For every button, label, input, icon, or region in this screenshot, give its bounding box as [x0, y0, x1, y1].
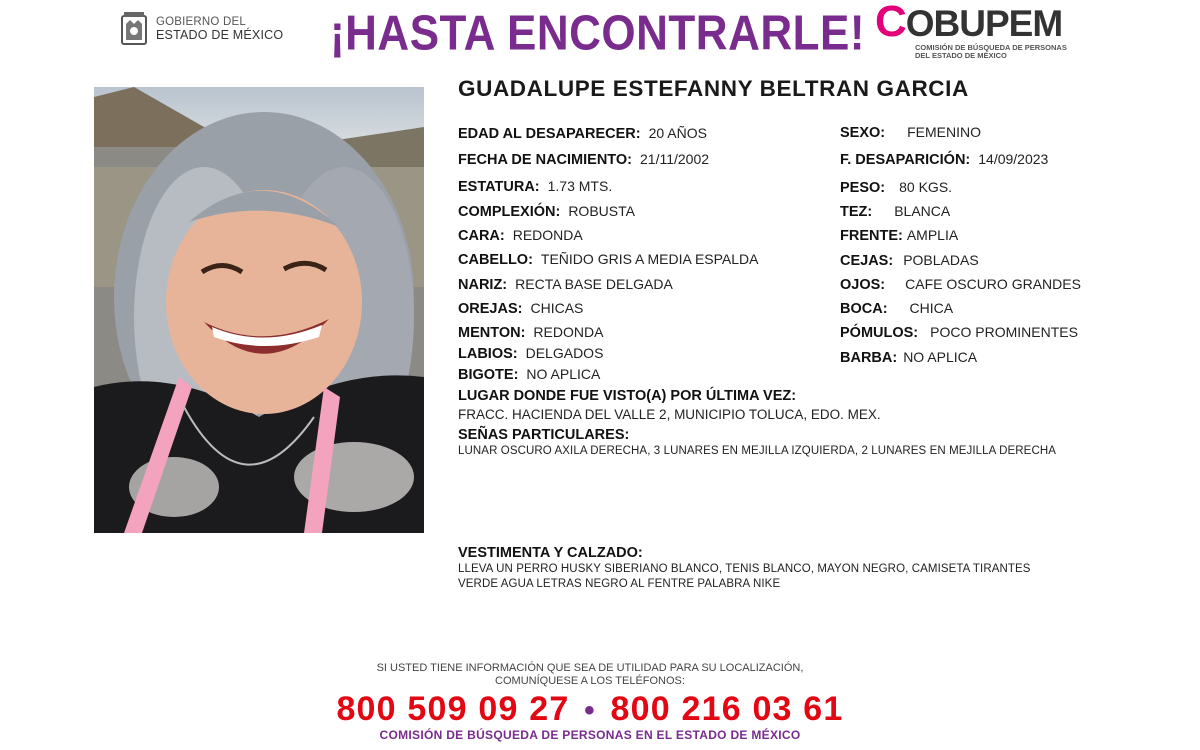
marks-title: SEÑAS PARTICULARES: — [458, 427, 630, 443]
footer-info-line-1: SI USTED TIENE INFORMACIÓN QUE SEA DE UTILIDAD PARA SU LOCALIZACIÓN, — [376, 662, 804, 674]
phone-separator: • — [584, 694, 596, 727]
detail-label: SEXO: — [840, 125, 886, 141]
detail-value: 80 KGS. — [899, 179, 953, 195]
detail-label: COMPLEXIÓN: — [458, 204, 561, 220]
detail-row — [458, 251, 759, 268]
phone-2[interactable]: 800 216 03 61 — [610, 690, 844, 728]
detail-label: CEJAS: — [840, 253, 894, 269]
detail-value: REDONDA — [512, 227, 583, 243]
detail-row — [458, 345, 603, 362]
detail-label: NARIZ: — [458, 277, 508, 293]
detail-row — [840, 252, 979, 269]
detail-label: LABIOS: — [458, 346, 518, 362]
clothing-line-1: LLEVA UN PERRO HUSKY SIBERIANO BLANCO, TENIS BLANCO, MAYON NEGRO, CAMISETA TIRANTES — [458, 563, 1031, 575]
last-seen-title: LUGAR DONDE FUE VISTO(A) POR ÚLTIMA VEZ: — [458, 388, 797, 404]
detail-label: PÓMULOS: — [840, 325, 919, 341]
logo-sub-line-1: COMISIÓN DE BÚSQUEDA DE PERSONAS — [915, 43, 1067, 52]
detail-value: CHICA — [909, 300, 954, 316]
detail-label: F. DESAPARICIÓN: — [840, 152, 971, 168]
detail-label: ESTATURA: — [458, 179, 540, 195]
detail-value: ROBUSTA — [568, 203, 635, 219]
detail-row — [458, 178, 612, 195]
headline: ¡HASTA ENCONTRARLE! — [330, 6, 866, 61]
detail-row — [840, 227, 958, 244]
detail-value: CHICAS — [530, 300, 584, 316]
detail-value: FEMENINO — [907, 124, 982, 140]
last-seen-text: FRACC. HACIENDA DEL VALLE 2, MUNICIPIO TOLUCA, EDO. MEX. — [458, 407, 881, 422]
footer-org: COMISIÓN DE BÚSQUEDA DE PERSONAS EN EL ESTADO DE MÉXICO — [379, 728, 801, 742]
detail-row — [458, 324, 603, 341]
gov-line-1: GOBIERNO DEL — [156, 16, 246, 28]
detail-row — [840, 124, 981, 141]
gov-line-2: ESTADO DE MÉXICO — [156, 28, 284, 42]
logo-sub-line-2: DEL ESTADO DE MÉXICO — [915, 51, 1007, 60]
detail-row — [458, 151, 709, 168]
detail-value: POCO PROMINENTES — [930, 324, 1078, 340]
footer-info — [0, 662, 1180, 688]
detail-row — [840, 276, 1081, 293]
detail-row — [458, 227, 583, 244]
detail-row — [840, 151, 1048, 168]
cobupem-logo — [875, 2, 1067, 60]
government-logo — [118, 10, 283, 48]
phone-numbers — [0, 690, 1180, 729]
detail-row — [458, 300, 583, 317]
detail-value: RECTA BASE DELGADA — [515, 276, 673, 292]
detail-value: 20 AÑOS — [648, 125, 707, 141]
detail-value: NO APLICA — [903, 349, 978, 365]
clothing-title: VESTIMENTA Y CALZADO: — [458, 545, 643, 561]
detail-label: CARA: — [458, 228, 505, 244]
detail-row — [458, 276, 673, 293]
detail-value: NO APLICA — [526, 366, 601, 382]
detail-value: AMPLIA — [906, 227, 959, 243]
phone-1[interactable]: 800 509 09 27 — [336, 690, 570, 728]
detail-label: PESO: — [840, 180, 886, 196]
detail-label: BARBA: — [840, 350, 898, 366]
clothing-line-2: VERDE AGUA LETRAS NEGRO AL FENTRE PALABRA NIKE — [458, 578, 781, 590]
detail-label: FECHA DE NACIMIENTO: — [458, 152, 632, 168]
detail-label: TEZ: — [840, 204, 873, 220]
detail-value: BLANCA — [894, 203, 951, 219]
detail-label: OJOS: — [840, 277, 886, 293]
person-name: GUADALUPE ESTEFANNY BELTRAN GARCIA — [458, 76, 969, 101]
detail-label: BIGOTE: — [458, 367, 519, 383]
detail-row — [840, 324, 1078, 341]
detail-row — [458, 125, 707, 142]
detail-value: 21/11/2002 — [640, 151, 710, 167]
detail-value: REDONDA — [533, 324, 604, 340]
detail-label: MENTON: — [458, 325, 526, 341]
detail-row — [458, 203, 635, 220]
detail-row — [458, 366, 600, 383]
detail-value: 14/09/2023 — [978, 151, 1049, 167]
marks-text: LUNAR OSCURO AXILA DERECHA, 3 LUNARES EN MEJILLA IZQUIERDA, 2 LUNARES EN MEJILLA DERECHA — [458, 445, 1057, 457]
detail-row — [840, 203, 950, 220]
detail-row — [840, 300, 953, 317]
detail-value: 1.73 MTS. — [547, 178, 613, 194]
footer-info-line-2: COMUNÍQUESE A LOS TELÉFONOS: — [495, 675, 685, 687]
detail-label: FRENTE: — [840, 228, 903, 244]
logo-initial: C — [875, 0, 906, 46]
detail-label: OREJAS: — [458, 301, 523, 317]
detail-row — [840, 349, 977, 366]
person-photo — [94, 87, 424, 533]
detail-label: EDAD AL DESAPARECER: — [458, 126, 641, 142]
detail-value: DELGADOS — [525, 345, 604, 361]
detail-value: TEÑIDO GRIS A MEDIA ESPALDA — [540, 251, 759, 267]
detail-value: POBLADAS — [903, 252, 979, 268]
detail-value: CAFE OSCURO GRANDES — [905, 276, 1081, 292]
detail-label: BOCA: — [840, 301, 888, 317]
detail-label: CABELLO: — [458, 252, 533, 268]
logo-rest: OBUPEM — [905, 3, 1063, 44]
detail-row — [840, 179, 952, 196]
coat-of-arms-icon — [118, 10, 150, 48]
